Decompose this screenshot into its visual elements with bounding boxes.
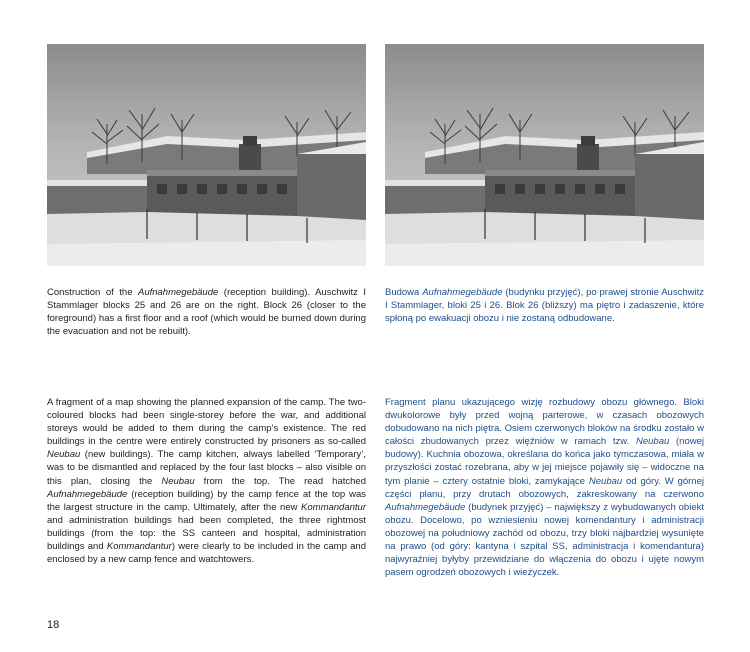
text-run: od góry. W górnej części planu, przy drutach obozowych, zakreskowany na czerwono (385, 475, 704, 500)
text-run: and administration buildings had been completed, the three rightmost buildings (from the top: the SS canteen and hospital, administration buildings and (47, 514, 366, 553)
italic-term: Kommandantur (301, 501, 366, 513)
text-run: Fragment planu ukazującego wizję rozbudowy obozu głównego. Bloki dwukolorowe były przed wojną parterowe, w czasach obozowych dobudowano na nich piętra. Osiem czerwonych bloków na środku zostało w całości zbudowanych przez więźniów w ramach tzw. (385, 397, 704, 448)
italic-term: Kommandantur (106, 541, 172, 553)
text-run: (budynek przyjęć) – największy z wybudowanych obiekt obozu. Docelowo, po wzniesieniu nowej komendantury i administracji obozowej na południowy zachód od obozu, trzy bloki najbardziej wysunięte na prawo (od góry: kantyna i szpital SS, administracja i komendantura) najwyraźniej byłyby przewidziane do włączenia do obozu i ujęte nowym pasem ogrodzeń obozowych i wieżyczek. (385, 501, 704, 579)
caption-english (47, 286, 366, 338)
text-run: (nowej budowy). Kuchnia obozowa, określana do końca jako tymczasowa, miała w przyszłości zostać rozebrana, aby w jej miejsce pojawiły się – widoczne na tym planie – cztery ostatnie bloki, zamykające (385, 436, 704, 487)
text-run: Budowa (385, 287, 423, 298)
photo-image (385, 44, 704, 266)
text-run: (new buildings). The camp kitchen, always labelled ‘Temporary’, was to be dismantled and replaced by the four last blocks – also visible on this plan, closing the (47, 449, 366, 487)
text-run: (reception building). Auschwitz I Stammlager blocks 25 and 26 are on the right. Block 26 (closer to the foreground) has a first floor and a roof (which would be burned down during the evacuation and not be rebuilt). (47, 287, 366, 338)
italic-term: Neubau (635, 436, 670, 448)
body-text-polish (385, 396, 704, 579)
text-run: ) were clearly to be included in the camp and enclosed by a new camp fence and watchtowers. (47, 541, 366, 566)
construction-photo-right (385, 44, 704, 266)
photo-image (47, 44, 366, 266)
body-text-english (47, 396, 366, 566)
construction-photo-left (47, 44, 366, 266)
caption-polish (385, 286, 704, 325)
italic-term: Aufnahmegebäude (385, 501, 466, 513)
italic-term: Neubau (588, 475, 623, 487)
italic-term: Aufnahmegebäude (47, 488, 128, 500)
text-run: (budynku przyjęć), po prawej stronie Auschwitz I Stammlager, bloki 25 i 26. Blok 26 (bliższy) ma piętro i zadaszenie, które spłoną po ewakuacji obozu i nie zostaną odbudowane. (385, 287, 704, 325)
italic-term: Neubau (161, 475, 195, 487)
italic-term: Aufnahmegebäude (137, 287, 219, 298)
text-run: (reception building) by the camp fence at the top was the largest structure in the camp. Ultimately, after the new (47, 488, 366, 513)
text-run: from the top. The read hatched (194, 475, 366, 487)
page-number: 18 (47, 619, 60, 631)
italic-term: Neubau (47, 449, 81, 461)
text-run: Construction of the (47, 287, 138, 298)
text-run: A fragment of a map showing the planned expansion of the camp. The two-coloured blocks had been single-storey before the war, and additional storeys would be added to them during the camp’s existence. The red buildings in the centre were entirely constructed by prisoners as so-called (47, 397, 366, 448)
italic-term: Aufnahmegebäude (422, 287, 503, 298)
